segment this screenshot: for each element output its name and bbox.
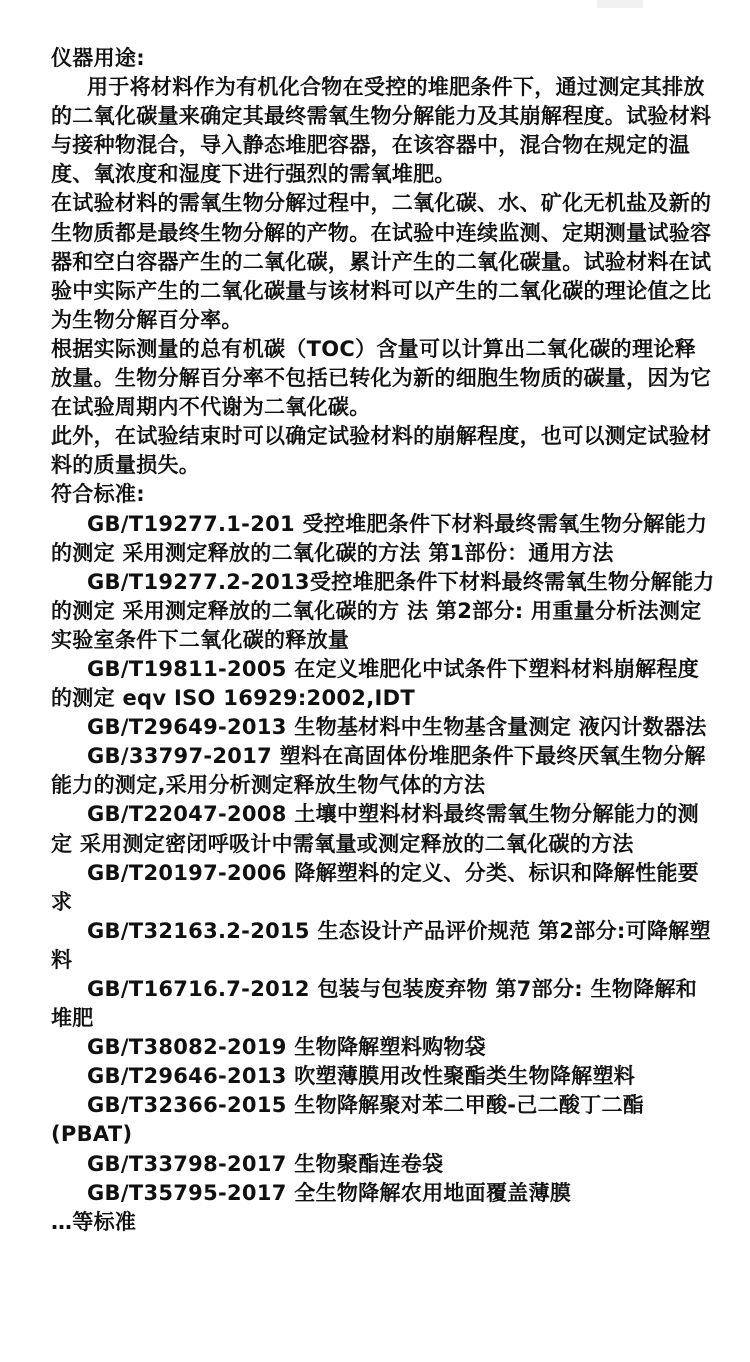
standard-item: GB/T35795-2017 全生物降解农用地面覆盖薄膜 — [87, 1180, 572, 1205]
top-edge-mark — [597, 0, 643, 8]
standard-item: GB/T19277.1-201 受控堆肥条件下材料最终需氧生物分解能力的测定 采用测定释放的二氧化碳的方法 第1部份：通用方法 — [51, 511, 708, 565]
purpose-heading: 仪器用途: — [51, 46, 145, 70]
standard-item: GB/T33798-2017 生物聚酯连卷袋 — [87, 1151, 444, 1176]
standard-item: GB/T32163.2-2015 生态设计产品评价规范 第2部分:可降解塑料 — [51, 918, 711, 972]
standard-item: GB/T22047-2008 土壤中塑料材料最终需氧生物分解能力的测定 采用测定密闭呼吸计中需氧量或测定释放的二氧化碳的方法 — [51, 802, 699, 856]
standard-item: GB/T29646-2013 吹塑薄膜用改性聚酯类生物降解塑料 — [87, 1064, 636, 1089]
standards-footer: …等标准 — [51, 1209, 137, 1234]
standard-item: GB/T20197-2006 降解塑料的定义、分类、标识和降解性能要求 — [51, 860, 699, 914]
purpose-paragraph-3: 根据实际测量的总有机碳（TOC）含量可以计算出二氧化碳的理论释放量。生物分解百分率不包括已转化为新的细胞生物质的碳量，因为它在试验周期内不代谢为二氧化碳。 — [51, 336, 712, 420]
document-body — [51, 44, 716, 1237]
standard-item: GB/T38082-2019 生物降解塑料购物袋 — [87, 1035, 486, 1060]
standard-item: GB/T29649-2013 生物基材料中生物基含量测定 液闪计数器法 — [87, 715, 707, 740]
standards-heading: 符合标准: — [51, 482, 145, 507]
standard-item: GB/33797-2017 塑料在高固体份堆肥条件下最终厌氧生物分解能力的测定,采用分析测定释放生物气体的方法 — [51, 744, 706, 798]
standard-item: GB/T32366-2015 生物降解聚对苯二甲酸-己二酸丁二酯(PBAT) — [51, 1093, 645, 1147]
purpose-paragraph-2: 在试验材料的需氧生物分解过程中，二氧化碳、水、矿化无机盐及新的生物质都是最终生物分解的产物。在试验中连续监测、定期测量试验容器和空白容器产生的二氧化碳，累计产生的二氧化碳量。试验材料在试验中实际产生的二氧化碳量与该材料可以产生的二氧化碳的理论值之比为生物分解百分率。 — [51, 191, 712, 332]
standard-item: GB/T19277.2-2013受控堆肥条件下材料最终需氧生物分解能力的测定 采用测定释放的二氧化碳的方 法 第2部分: 用重量分析法测定实验室条件下二氧化碳的释放量 — [51, 569, 715, 652]
standard-item: GB/T16716.7-2012 包装与包装废弃物 第7部分: 生物降解和堆肥 — [51, 977, 698, 1031]
purpose-paragraph-4: 此外，在试验结束时可以确定试验材料的崩解程度，也可以测定试验材料的质量损失。 — [51, 424, 712, 478]
standard-item: GB/T19811-2005 在定义堆肥化中试条件下塑料材料崩解程度的测定 eqv ISO 16929:2002,IDT — [51, 656, 699, 711]
purpose-paragraph-1: 用于将材料作为有机化合物在受控的堆肥条件下，通过测定其排放的二氧化碳量来确定其最终需氧生物分解能力及其崩解程度。试验材料与接种物混合，导入静态堆肥容器，在该容器中，混合物在规定的温度、氧浓度和湿度下进行强烈的需氧堆肥。 — [51, 75, 712, 187]
standards-list — [51, 510, 716, 1208]
